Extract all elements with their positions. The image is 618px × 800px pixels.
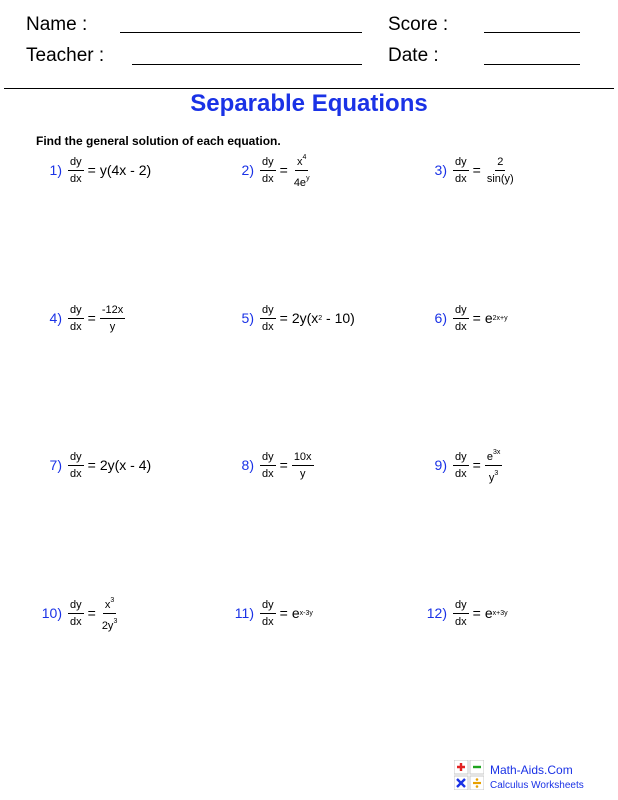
brand-text[interactable]: Math-Aids.Com — [490, 763, 573, 777]
problem-number: 5) — [241, 310, 254, 326]
problem-5: 5) $\frac{dy}{dx}$ = 2y(x 2 - 10) — [222, 298, 355, 338]
dy-dx: $\frac{dy}{dx}$ — [262, 598, 274, 628]
problem-1: 1) $\frac{dy}{dx}$ = y(4x - 2) — [30, 150, 151, 190]
problem-number: 1) — [49, 162, 62, 178]
problem-10: 10) $\frac{dy}{dx}$ = $\frac{x^3}{2y^3}$ — [30, 593, 119, 633]
instructions: Find the general solution of each equation. — [36, 134, 281, 148]
date-field-line[interactable] — [484, 64, 580, 65]
problem-2: 2) $\frac{dy}{dx}$ = $\frac{x^4}{4e^y}$ — [222, 150, 312, 190]
name-field-line[interactable] — [120, 32, 362, 33]
date-label: Date : — [388, 45, 439, 66]
rhs: e x-3y — [291, 605, 313, 621]
rhs-fraction: $\frac{x^3}{2y^3}$ — [101, 596, 118, 632]
problem-7: 7) $\frac{dy}{dx}$ = 2y(x - 4) — [30, 445, 151, 485]
problem-number: 12) — [426, 605, 447, 621]
dy-dx: $\frac{dy}{dx}$ — [70, 155, 82, 185]
rhs: e 2x+y — [484, 310, 508, 326]
dy-dx: $\frac{dy}{dx}$ — [455, 598, 467, 628]
dy-dx: $\frac{dy}{dx}$ — [70, 450, 82, 480]
rhs: 2y(x - 4) — [99, 457, 152, 473]
problem-4: 4) $\frac{dy}{dx}$ = $\frac{-12x}{y}$ — [30, 298, 125, 338]
dy-dx: $\frac{dy}{dx}$ — [455, 303, 467, 333]
rhs-fraction: $\frac{2}{\sin(y)}$ — [486, 155, 514, 185]
dy-dx: $\frac{dy}{dx}$ — [455, 155, 467, 185]
page-title: Separable Equations — [190, 90, 428, 117]
problem-12: 12) $\frac{dy}{dx}$ = e x+3y — [415, 593, 508, 633]
rhs: y(4x - 2) — [99, 162, 152, 178]
dy-dx: $\frac{dy}{dx}$ — [262, 155, 274, 185]
dy-dx: $\frac{dy}{dx}$ — [262, 450, 274, 480]
problem-number: 3) — [434, 162, 447, 178]
problem-number: 7) — [49, 457, 62, 473]
problem-3: 3) $\frac{dy}{dx}$ = $\frac{2}{\sin(y)}$ — [415, 150, 516, 190]
problem-number: 2) — [241, 162, 254, 178]
dy-dx: $\frac{dy}{dx}$ — [70, 598, 82, 628]
rhs: 2y(x 2 - 10) — [291, 310, 355, 326]
teacher-field-line[interactable] — [132, 64, 362, 65]
problem-number: 8) — [241, 457, 254, 473]
rhs-fraction: $\frac{e^{3x}}{y^3}$ — [486, 448, 501, 484]
score-label: Score : — [388, 14, 449, 35]
problem-number: 6) — [434, 310, 447, 326]
problem-number: 10) — [41, 605, 62, 621]
problem-number: 4) — [49, 310, 62, 326]
problem-number: 9) — [434, 457, 447, 473]
rhs: e x+3y — [484, 605, 508, 621]
math-aids-logo-icon — [454, 760, 484, 790]
dy-dx: $\frac{dy}{dx}$ — [455, 450, 467, 480]
problem-9: 9) $\frac{dy}{dx}$ = $\frac{e^{3x}}{y^3}$ — [415, 445, 502, 485]
rhs-fraction: $\frac{10x}{y}$ — [293, 450, 312, 480]
dy-dx: $\frac{dy}{dx}$ — [70, 303, 82, 333]
problem-8: 8) $\frac{dy}{dx}$ = $\frac{10x}{y}$ — [222, 445, 314, 485]
name-label: Name : — [26, 14, 88, 35]
problem-number: 11) — [234, 605, 254, 621]
score-field-line[interactable] — [484, 32, 580, 33]
problem-11: 11) $\frac{dy}{dx}$ = e x-3y — [222, 593, 313, 633]
brand-subtitle: Calculus Worksheets — [490, 780, 584, 791]
rhs-fraction: $\frac{-12x}{y}$ — [101, 303, 124, 333]
problem-6: 6) $\frac{dy}{dx}$ = e 2x+y — [415, 298, 508, 338]
rhs-fraction: $\frac{x^4}{4e^y}$ — [293, 153, 310, 189]
dy-dx: $\frac{dy}{dx}$ — [262, 303, 274, 333]
header-divider — [4, 88, 614, 89]
teacher-label: Teacher : — [26, 45, 105, 66]
